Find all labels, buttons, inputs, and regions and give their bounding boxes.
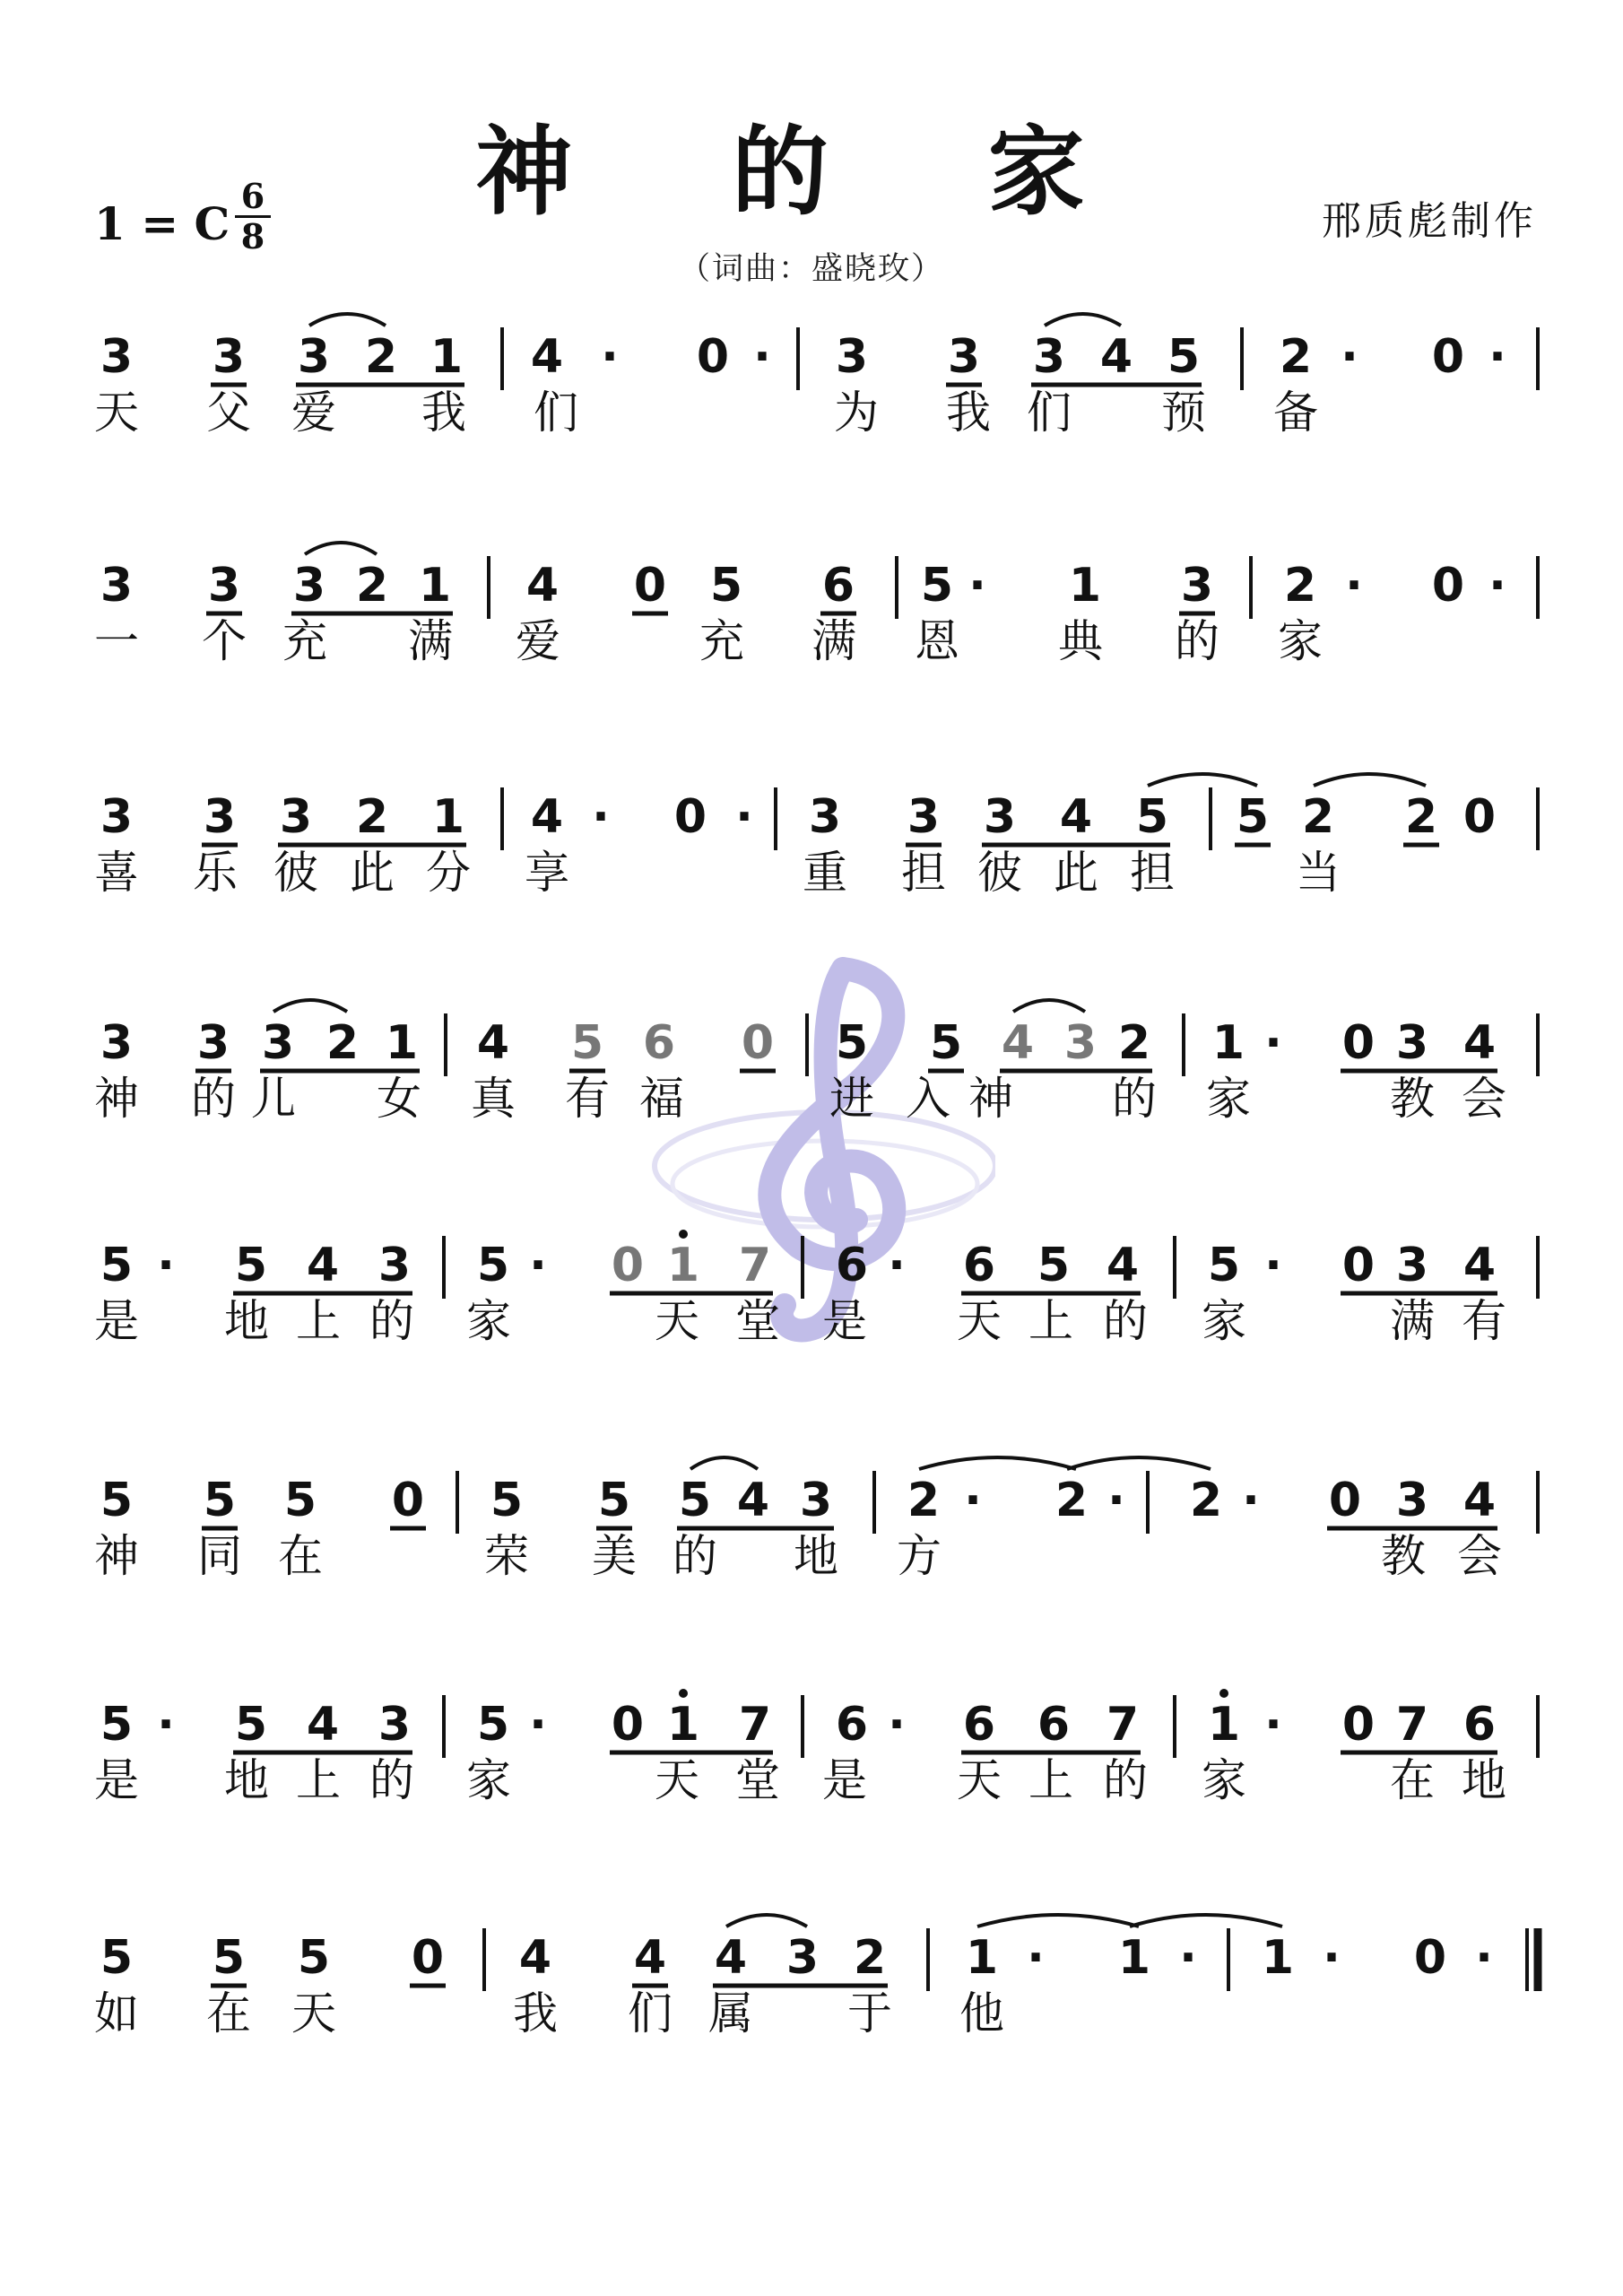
lyric-char: 父 xyxy=(206,387,251,439)
time-sig-top: 6 xyxy=(240,176,265,216)
note: 5 xyxy=(678,1474,712,1527)
duration-dot: · xyxy=(968,559,986,613)
note: 3 xyxy=(279,790,313,844)
note: 5 xyxy=(212,1931,246,1985)
note: 0 xyxy=(611,1239,645,1292)
lyric-char: 此 xyxy=(1054,847,1098,899)
notation-staff xyxy=(0,987,1623,1202)
lyric-char: 地 xyxy=(794,1530,838,1582)
octave-dot xyxy=(679,1230,688,1239)
duration-dot: · xyxy=(592,790,610,844)
note: 1 xyxy=(1211,1016,1245,1070)
note: 1 xyxy=(1207,1698,1241,1752)
note: 5 xyxy=(100,1931,134,1985)
note: 5 xyxy=(920,559,954,613)
note: 4 xyxy=(518,1931,552,1985)
lyric-char: 彼 xyxy=(273,847,318,899)
duration-dot: · xyxy=(157,1239,175,1292)
lyric-char: 恩 xyxy=(915,615,959,667)
lyric-char: 堂 xyxy=(735,1754,780,1806)
note: 7 xyxy=(1395,1698,1429,1752)
note: 5 xyxy=(203,1474,237,1527)
note: 0 xyxy=(611,1698,645,1752)
lyric-char: 同 xyxy=(197,1530,242,1582)
duration-dot: · xyxy=(1107,1474,1125,1527)
lyric-char: 天 xyxy=(291,1987,336,2039)
lyric-char: 家 xyxy=(466,1295,511,1347)
note: 4 xyxy=(525,559,560,613)
note: 4 xyxy=(1462,1239,1497,1292)
duration-dot: · xyxy=(1488,330,1506,384)
lyric-char: 天 xyxy=(957,1754,1002,1806)
note: 1 xyxy=(1068,559,1102,613)
note: 3 xyxy=(1063,1016,1098,1070)
duration-dot: · xyxy=(1345,559,1363,613)
note: 5 xyxy=(234,1698,268,1752)
note: 3 xyxy=(100,559,134,613)
note: 4 xyxy=(1462,1474,1497,1527)
note: 5 xyxy=(1207,1239,1241,1292)
note: 5 xyxy=(100,1698,134,1752)
note: 5 xyxy=(490,1474,524,1527)
note: 4 xyxy=(633,1931,667,1985)
note: 4 xyxy=(306,1698,340,1752)
lyric-char: 真 xyxy=(471,1073,516,1125)
note: 2 xyxy=(907,1474,941,1527)
note: 3 xyxy=(808,790,842,844)
music-row-3 xyxy=(0,761,1623,976)
lyric-char: 天 xyxy=(655,1295,699,1347)
note: 5 xyxy=(1135,790,1169,844)
note: 3 xyxy=(261,1016,295,1070)
lyric-char: 教 xyxy=(1390,1073,1435,1125)
time-sig-bottom: 8 xyxy=(240,216,265,257)
note: 5 xyxy=(929,1016,963,1070)
duration-dot: · xyxy=(1323,1931,1341,1985)
note: 6 xyxy=(835,1239,869,1292)
song-title: 神 的 家 xyxy=(475,116,1148,229)
note: 2 xyxy=(325,1016,360,1070)
tie-slur xyxy=(1067,1457,1211,1469)
note: 2 xyxy=(1404,790,1438,844)
lyric-char: 充 xyxy=(282,615,327,667)
lyric-char: 我 xyxy=(513,1987,558,2039)
note: 2 xyxy=(1301,790,1335,844)
lyric-char: 备 xyxy=(1273,387,1318,439)
note: 0 xyxy=(1341,1239,1376,1292)
note: 5 xyxy=(476,1239,510,1292)
octave-dot xyxy=(679,1689,688,1698)
lyric-char: 的 xyxy=(1175,615,1219,667)
lyric-char: 家 xyxy=(466,1754,511,1806)
lyric-char: 们 xyxy=(628,1987,673,2039)
lyric-char: 有 xyxy=(565,1073,610,1125)
note: 5 xyxy=(100,1239,134,1292)
lyric-char: 属 xyxy=(708,1987,753,2039)
lyric-char: 地 xyxy=(1462,1754,1506,1806)
note: 5 xyxy=(476,1698,510,1752)
lyric-char: 爱 xyxy=(291,387,336,439)
lyric-char: 神 xyxy=(94,1530,139,1582)
note: 4 xyxy=(1462,1016,1497,1070)
lyric-char: 个 xyxy=(202,615,247,667)
lyric-char: 担 xyxy=(1130,847,1175,899)
note: 1 xyxy=(666,1698,700,1752)
note: 3 xyxy=(1032,330,1066,384)
lyric-char: 为 xyxy=(834,387,879,439)
lyric-char: 爱 xyxy=(516,615,560,667)
lyric-char: 方 xyxy=(897,1530,942,1582)
note: 0 xyxy=(673,790,707,844)
octave-dot xyxy=(1219,1689,1228,1698)
note: 5 xyxy=(709,559,743,613)
tie-slur xyxy=(690,1457,758,1469)
music-row-4 xyxy=(0,987,1623,1202)
lyric-char: 的 xyxy=(673,1530,717,1582)
lyric-char: 会 xyxy=(1462,1073,1506,1125)
note: 4 xyxy=(306,1239,340,1292)
lyric-char: 会 xyxy=(1457,1530,1502,1582)
author-credit: 邢质彪制作 xyxy=(1322,198,1537,244)
note: 0 xyxy=(1328,1474,1362,1527)
note: 2 xyxy=(355,559,389,613)
duration-dot: · xyxy=(1027,1931,1045,1985)
lyric-char: 福 xyxy=(639,1073,684,1125)
note: 4 xyxy=(1099,330,1133,384)
note: 0 xyxy=(1341,1016,1376,1070)
lyric-char: 此 xyxy=(350,847,395,899)
lyrics-music-credit: （词曲：盛晓玫） xyxy=(678,251,944,287)
duration-dot: · xyxy=(753,330,771,384)
lyric-char: 一 xyxy=(94,615,139,667)
lyric-char: 们 xyxy=(1027,387,1072,439)
lyric-char: 的 xyxy=(1103,1295,1148,1347)
note: 5 xyxy=(234,1239,268,1292)
note: 3 xyxy=(297,330,331,384)
note: 3 xyxy=(196,1016,230,1070)
note: 5 xyxy=(835,1016,869,1070)
lyric-char: 荣 xyxy=(484,1530,529,1582)
note: 5 xyxy=(570,1016,604,1070)
music-row-7 xyxy=(0,1668,1623,1883)
lyric-char: 我 xyxy=(421,387,466,439)
note: 2 xyxy=(1279,330,1313,384)
lyric-char: 神 xyxy=(94,1073,139,1125)
lyric-char: 担 xyxy=(901,847,946,899)
note: 2 xyxy=(355,790,389,844)
note: 6 xyxy=(642,1016,676,1070)
note: 6 xyxy=(962,1698,996,1752)
note: 4 xyxy=(1001,1016,1035,1070)
note: 2 xyxy=(364,330,398,384)
note: 0 xyxy=(1431,559,1465,613)
note: 3 xyxy=(785,1931,820,1985)
note: 3 xyxy=(292,559,326,613)
note: 1 xyxy=(1261,1931,1295,1985)
note: 7 xyxy=(738,1698,772,1752)
lyric-char: 的 xyxy=(191,1073,236,1125)
note: 3 xyxy=(983,790,1017,844)
note: 0 xyxy=(633,559,667,613)
note: 3 xyxy=(1395,1474,1429,1527)
duration-dot: · xyxy=(888,1698,906,1752)
note: 6 xyxy=(1037,1698,1071,1752)
tie-slur xyxy=(305,543,377,554)
note: 2 xyxy=(853,1931,887,1985)
tie-slur xyxy=(1130,1915,1282,1926)
lyric-char: 满 xyxy=(812,615,856,667)
lyric-char: 家 xyxy=(1202,1295,1246,1347)
note: 4 xyxy=(1059,790,1093,844)
lyric-char: 典 xyxy=(1058,615,1103,667)
note: 5 xyxy=(1037,1239,1071,1292)
lyric-char: 教 xyxy=(1381,1530,1426,1582)
lyric-char: 如 xyxy=(94,1987,139,2039)
music-row-2 xyxy=(0,529,1623,744)
tie-slur xyxy=(1148,774,1257,786)
lyric-char: 喜 xyxy=(94,847,139,899)
note: 3 xyxy=(1180,559,1214,613)
note: 1 xyxy=(418,559,452,613)
note: 4 xyxy=(530,330,564,384)
note: 5 xyxy=(297,1931,331,1985)
note: 7 xyxy=(1106,1698,1140,1752)
tie-slur xyxy=(977,1915,1139,1926)
note: 4 xyxy=(714,1931,748,1985)
lyric-char: 分 xyxy=(426,847,471,899)
lyric-char: 在 xyxy=(1390,1754,1435,1806)
note: 0 xyxy=(1341,1698,1376,1752)
note: 3 xyxy=(799,1474,833,1527)
lyric-char: 充 xyxy=(699,615,744,667)
duration-dot: · xyxy=(601,330,619,384)
lyric-char: 神 xyxy=(968,1073,1013,1125)
note: 6 xyxy=(835,1698,869,1752)
note: 5 xyxy=(597,1474,631,1527)
duration-dot: · xyxy=(529,1698,547,1752)
lyric-char: 的 xyxy=(369,1754,414,1806)
lyric-char: 我 xyxy=(946,387,991,439)
lyric-char: 地 xyxy=(224,1754,269,1806)
note: 3 xyxy=(947,330,981,384)
lyric-char: 家 xyxy=(1278,615,1323,667)
lyric-char: 乐 xyxy=(193,847,238,899)
note: 2 xyxy=(1189,1474,1223,1527)
note: 5 xyxy=(100,1474,134,1527)
note: 3 xyxy=(835,330,869,384)
note: 2 xyxy=(1283,559,1317,613)
tie-slur xyxy=(1314,774,1426,786)
lyric-char: 女 xyxy=(377,1073,421,1125)
note: 2 xyxy=(1117,1016,1151,1070)
duration-dot: · xyxy=(1264,1016,1282,1070)
note: 0 xyxy=(411,1931,445,1985)
lyric-char: 满 xyxy=(408,615,453,667)
music-row-1 xyxy=(0,300,1623,516)
tie-slur xyxy=(309,314,386,326)
tie-slur xyxy=(1013,1000,1085,1012)
note: 4 xyxy=(736,1474,770,1527)
lyric-char: 满 xyxy=(1390,1295,1435,1347)
duration-dot: · xyxy=(735,790,753,844)
lyric-char: 重 xyxy=(803,847,847,899)
note: 4 xyxy=(476,1016,510,1070)
note: 6 xyxy=(1462,1698,1497,1752)
note: 3 xyxy=(907,790,941,844)
lyric-char: 的 xyxy=(1103,1754,1148,1806)
lyric-char: 地 xyxy=(224,1295,269,1347)
duration-dot: · xyxy=(1488,559,1506,613)
note: 5 xyxy=(1167,330,1201,384)
lyric-char: 的 xyxy=(1112,1073,1157,1125)
lyric-char: 是 xyxy=(822,1295,867,1347)
duration-dot: · xyxy=(157,1698,175,1752)
note: 4 xyxy=(530,790,564,844)
note: 3 xyxy=(100,330,134,384)
lyric-char: 们 xyxy=(534,387,578,439)
lyric-char: 在 xyxy=(278,1530,323,1582)
duration-dot: · xyxy=(1475,1931,1493,1985)
lyric-char: 家 xyxy=(1206,1073,1251,1125)
duration-dot: · xyxy=(964,1474,982,1527)
duration-dot: · xyxy=(1242,1474,1260,1527)
note: 3 xyxy=(100,1016,134,1070)
note: 3 xyxy=(1395,1016,1429,1070)
note: 1 xyxy=(431,790,465,844)
note: 0 xyxy=(1462,790,1497,844)
tie-slur xyxy=(726,1915,807,1926)
note: 1 xyxy=(385,1016,419,1070)
note: 0 xyxy=(741,1016,775,1070)
lyric-char: 享 xyxy=(525,847,569,899)
note: 1 xyxy=(430,330,464,384)
tie-slur xyxy=(919,1457,1076,1469)
lyric-char: 天 xyxy=(94,387,139,439)
duration-dot: · xyxy=(1341,330,1358,384)
note: 3 xyxy=(100,790,134,844)
note: 1 xyxy=(1117,1931,1151,1985)
tie-slur xyxy=(1045,314,1121,326)
note: 0 xyxy=(1431,330,1465,384)
lyric-char: 是 xyxy=(94,1754,139,1806)
note: 0 xyxy=(1413,1931,1447,1985)
note: 5 xyxy=(283,1474,317,1527)
lyric-char: 上 xyxy=(1028,1754,1073,1806)
key-signature: 1 = C xyxy=(94,197,230,250)
lyric-char: 有 xyxy=(1462,1295,1506,1347)
tie-slur xyxy=(273,1000,347,1012)
lyric-char: 美 xyxy=(592,1530,637,1582)
lyric-char: 是 xyxy=(94,1295,139,1347)
lyric-char: 进 xyxy=(829,1073,874,1125)
note: 1 xyxy=(666,1239,700,1292)
lyric-char: 彼 xyxy=(977,847,1022,899)
music-row-6 xyxy=(0,1444,1623,1659)
duration-dot: · xyxy=(1264,1698,1282,1752)
note: 1 xyxy=(965,1931,999,1985)
note: 3 xyxy=(378,1239,412,1292)
note: 0 xyxy=(391,1474,425,1527)
lyric-char: 他 xyxy=(959,1987,1004,2039)
lyric-char: 堂 xyxy=(735,1295,780,1347)
note: 0 xyxy=(696,330,730,384)
music-row-8 xyxy=(0,1901,1623,2117)
lyric-char: 入 xyxy=(906,1073,950,1125)
note: 6 xyxy=(962,1239,996,1292)
lyric-char: 当 xyxy=(1296,847,1341,899)
duration-dot: · xyxy=(1264,1239,1282,1292)
note: 3 xyxy=(207,559,241,613)
duration-dot: · xyxy=(529,1239,547,1292)
lyric-char: 于 xyxy=(847,1987,892,2039)
lyric-char: 的 xyxy=(369,1295,414,1347)
lyric-char: 天 xyxy=(957,1295,1002,1347)
duration-dot: · xyxy=(1179,1931,1197,1985)
lyric-char: 是 xyxy=(822,1754,867,1806)
note: 3 xyxy=(203,790,237,844)
note: 3 xyxy=(378,1698,412,1752)
note: 4 xyxy=(1106,1239,1140,1292)
lyric-char: 家 xyxy=(1202,1754,1246,1806)
note: 6 xyxy=(821,559,855,613)
lyric-char: 儿 xyxy=(251,1073,296,1125)
lyric-char: 在 xyxy=(206,1987,251,2039)
lyric-char: 上 xyxy=(1028,1295,1073,1347)
duration-dot: · xyxy=(888,1239,906,1292)
note: 3 xyxy=(1395,1239,1429,1292)
note: 7 xyxy=(738,1239,772,1292)
lyric-char: 天 xyxy=(655,1754,699,1806)
lyric-char: 上 xyxy=(296,1295,341,1347)
note: 3 xyxy=(212,330,246,384)
lyric-char: 预 xyxy=(1161,387,1206,439)
time-signature xyxy=(235,176,271,257)
music-row-5 xyxy=(0,1209,1623,1424)
note: 5 xyxy=(1236,790,1270,844)
lyric-char: 上 xyxy=(296,1754,341,1806)
note: 2 xyxy=(1055,1474,1089,1527)
